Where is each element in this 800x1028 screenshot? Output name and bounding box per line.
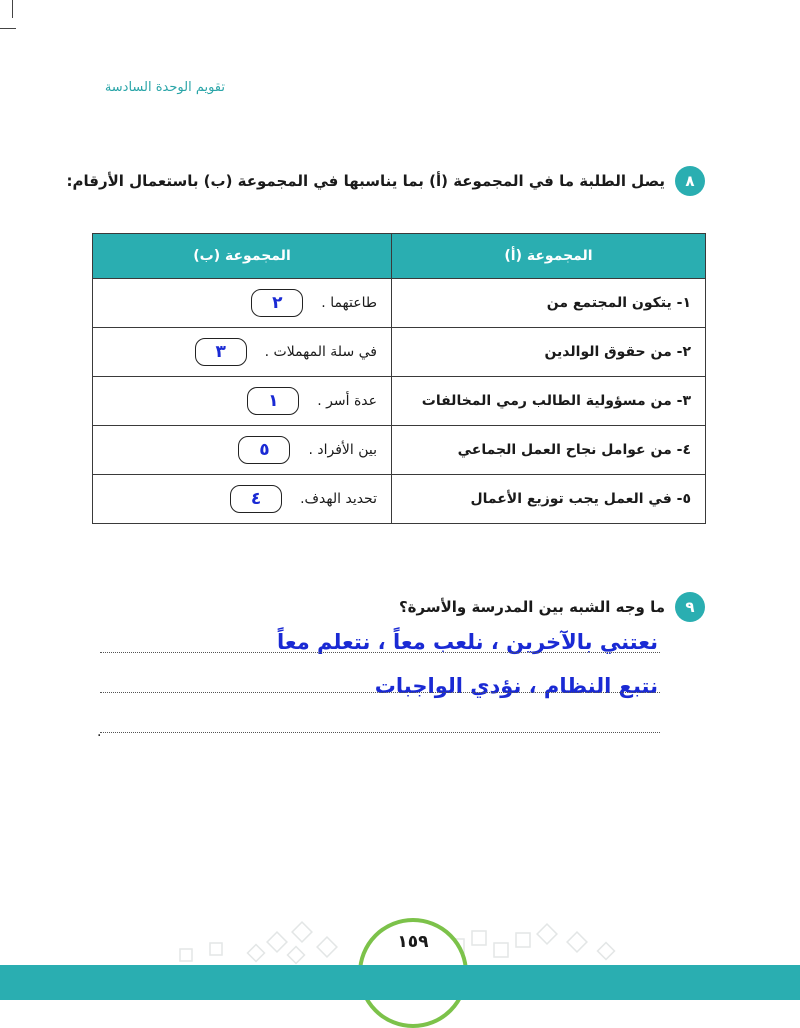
table-header-row <box>93 234 706 279</box>
group-a-cell: ٥- في العمل يجب توزيع الأعمال <box>392 475 706 524</box>
question-number-badge: ٨ <box>675 166 705 196</box>
crop-mark <box>12 0 13 18</box>
group-b-cell <box>93 328 392 377</box>
question-text: ما وجه الشبه بين المدرسة والأسرة؟ <box>398 598 665 616</box>
answer-line-1[interactable] <box>100 652 660 653</box>
group-b-text: تحديد الهدف. <box>300 491 377 507</box>
header-group-b: المجموعة (ب) <box>93 234 392 279</box>
answer-box[interactable]: ٣ <box>195 338 247 366</box>
answer-line-2[interactable] <box>100 692 660 693</box>
footer-bar <box>0 965 800 1000</box>
running-header: تقويم الوحدة السادسة <box>104 80 225 95</box>
header-group-a: المجموعة (أ) <box>392 234 706 279</box>
handwritten-answer-2: نتبع النظام ، نؤدي الواجبات <box>374 674 658 698</box>
answer-box[interactable]: ٢ <box>251 289 303 317</box>
line-end-mark: . <box>97 724 102 740</box>
group-a-cell: ١- يتكون المجتمع من <box>392 279 706 328</box>
handwritten-answer-1: نعتني بالآخرين ، نلعب معاً ، نتعلم معاً <box>276 630 658 654</box>
answer-box[interactable]: ٤ <box>230 485 282 513</box>
answer-line-3[interactable] <box>100 732 660 733</box>
question-text: يصل الطلبة ما في المجموعة (أ) بما يناسبها في المجموعة (ب) باستعمال الأرقام: <box>66 172 665 190</box>
answer-box[interactable]: ٥ <box>238 436 290 464</box>
crop-mark <box>0 28 16 29</box>
group-b-text: عدة أسر . <box>317 393 377 409</box>
question-8 <box>67 166 705 196</box>
group-b-cell <box>93 475 392 524</box>
question-9 <box>399 592 705 622</box>
table-row <box>93 328 706 377</box>
group-b-cell <box>93 377 392 426</box>
matching-table <box>92 233 706 524</box>
table-row <box>93 279 706 328</box>
answer-box[interactable]: ١ <box>247 387 299 415</box>
table-row <box>93 426 706 475</box>
table-row <box>93 475 706 524</box>
group-b-text: طاعتهما . <box>321 295 377 311</box>
group-a-cell: ٤- من عوامل نجاح العمل الجماعي <box>392 426 706 475</box>
group-b-text: بين الأفراد . <box>308 442 377 458</box>
table-row <box>93 377 706 426</box>
group-a-cell: ٣- من مسؤولية الطالب رمي المخالفات <box>392 377 706 426</box>
group-a-cell: ٢- من حقوق الوالدين <box>392 328 706 377</box>
page-number: ١٥٩ <box>397 932 429 952</box>
question-number-badge: ٩ <box>675 592 705 622</box>
group-b-text: في سلة المهملات . <box>264 344 377 360</box>
group-b-cell <box>93 279 392 328</box>
group-b-cell <box>93 426 392 475</box>
